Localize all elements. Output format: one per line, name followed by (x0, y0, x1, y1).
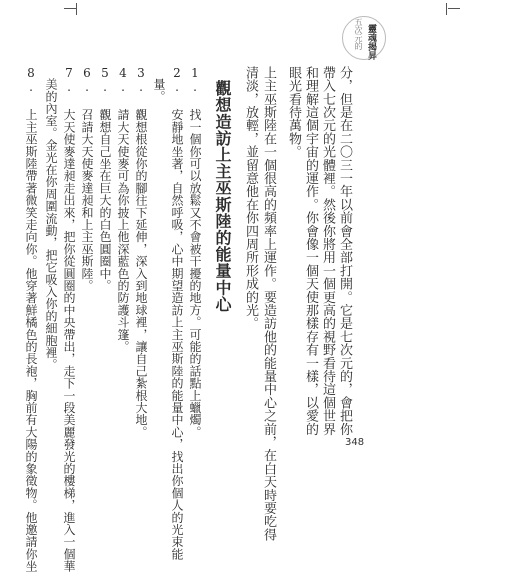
crop-mark-top-right-h (448, 8, 460, 9)
section-heading-text: 觀想造訪上主巫斯陸的能量中心 (213, 80, 232, 313)
step-6-text: 6. 召請大天使麥達昶和上主巫斯陸。 (80, 66, 94, 292)
crop-mark-top-left (76, 3, 77, 15)
step-5-text: 5. 觀想自己坐在巨大的白色圓圈中。 (98, 66, 112, 292)
step-8 (22, 66, 39, 572)
step-7-continued-text: 美的內室。金光在你周圍流動，把它吸入你的細胞裡。 (44, 78, 58, 371)
crop-mark-top-left-h (64, 8, 76, 9)
step-5 (96, 66, 113, 292)
paragraph-2-line-1 (260, 66, 277, 541)
step-2-text: 2. 安靜地坐著，自然呼吸，心中期望造訪上主巫斯陸的能量中心，找出你個人的光束能 (170, 66, 184, 560)
series-name: 五次元的 (354, 18, 363, 50)
step-4-text: 4. 請大天使麥可為你披上他深藍色的防護斗篷。 (116, 66, 130, 353)
paragraph-1 (287, 66, 353, 438)
step-3-text: 3. 觀想根從你的腳往下延伸，深入到地球裡，讓自己紮根大地。 (134, 66, 148, 438)
paragraph-2-line-1-text: 上主巫斯陸在一個很高的頻率上運作。要造訪他的能量中心之前，在白天時要吃得 (261, 66, 276, 542)
step-4 (114, 66, 131, 353)
step-2-continued (150, 78, 167, 102)
crop-mark-top-right (446, 3, 447, 15)
step-7-text: 7. 大天使麥達昶走出來，把你從圓圈的中央帶出，走下一段美麗發光的樓梯，進入一個華 (62, 66, 76, 572)
paragraph-1-text: 分，但是在二〇三一年以前會全部打開。它是七次元的，會把你帶入七次元的光體裡。然後你將用一個更高的視野看待這個世界和理解這個宇宙的運作。你會像一個天使那樣存有一樣，以愛的眼光看待萬物。 (286, 66, 352, 436)
running-header (342, 16, 386, 64)
paragraph-2-line-2-text: 清淡，放輕，並留意他在你四周所形成的光。 (243, 66, 258, 330)
step-2 (168, 66, 185, 560)
step-1 (186, 66, 203, 438)
book-title: 靈魂揭昇 (366, 24, 376, 60)
section-heading (212, 80, 232, 312)
page-number: 348 (345, 437, 365, 448)
header-emblem-circle (342, 16, 386, 60)
step-2-continued-text: 量。 (152, 78, 166, 103)
step-7 (60, 66, 77, 572)
step-6 (78, 66, 95, 292)
step-7-continued (42, 78, 59, 371)
paragraph-2-line-2 (242, 66, 259, 330)
step-1-text: 1. 找一個你可以放鬆又不會被干擾的地方。可能的話點上蠟燭。 (188, 66, 202, 438)
step-3 (132, 66, 149, 438)
step-8-text: 8. 上主巫斯陸帶著微笑走向你。他穿著鮮橘色的長袍，胸前有大陽的象徵物。他邀請你坐 (24, 66, 38, 572)
